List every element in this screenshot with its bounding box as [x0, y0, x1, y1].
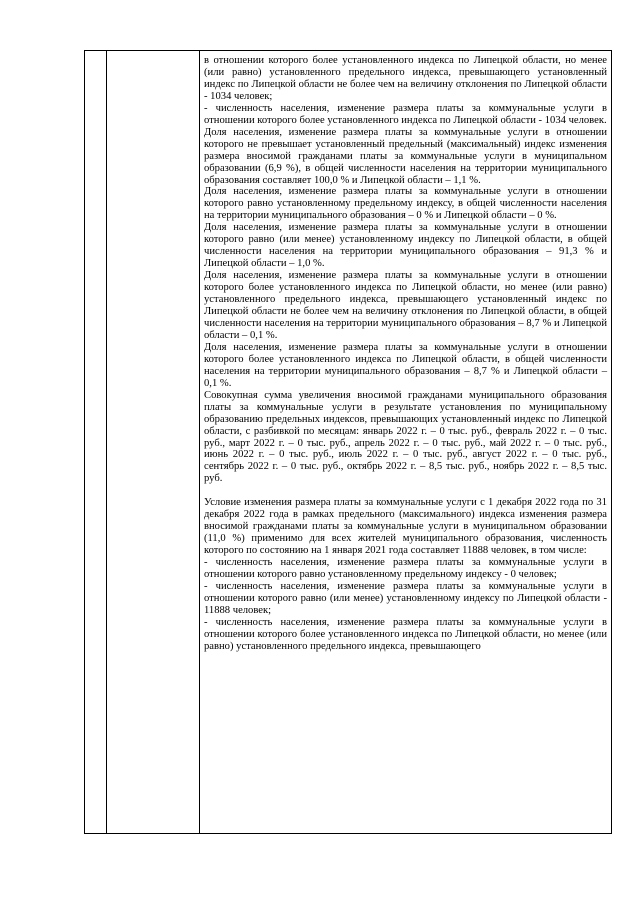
paragraph: Доля населения, изменение размера платы за коммунальные услуги в отношении которого равно (или менее) установленному индексу по Липецкой области, в общей численности населения на территории муниципального образования – 91,3 % и Липецкой области – 1,0 %.	[204, 222, 607, 270]
paragraph: Совокупная сумма увеличения вносимой гражданами муниципального образования платы за коммунальные услуги в результате установления по муниципальному образованию предельных индексов, превышающих установленный индекс по Липецкой области, с разбивкой по месяцам: январь 2022 г. – 0 тыс. руб., февраль 2022 г. – 0 тыс. руб., март 2022 г. – 0 тыс. руб., апрель 2022 г. – 0 тыс. руб., май 2022 г. – 0 тыс. руб., июнь 2022 г. – 0 тыс. руб., июль 2022 г. – 0 тыс. руб., август 2022 г. – 0 тыс. руб., сентябрь 2022 г. – 0 тыс. руб., октябрь 2022 г. – 8,5 тыс. руб., ноябрь 2022 г. – 8,5 тыс. руб.	[204, 389, 607, 485]
paragraph: - численность населения, изменение размера платы за коммунальные услуги в отношении которого более установленного индекса по Липецкой области, но менее (или равно) установленного предельного индекса, превышающего	[204, 616, 607, 652]
document-table	[84, 50, 612, 834]
paragraph: Доля населения, изменение размера платы за коммунальные услуги в отношении которого более установленного индекса по Липецкой области, в общей численности населения на территории муниципального образования – 8,7 % и Липецкой области – 0,1 %.	[204, 341, 607, 389]
paragraph: Условие изменения размера платы за коммунальные услуги с 1 декабря 2022 года по 31 декабря 2022 года в рамках предельного (максимального) индекса изменения размера вносимой гражданами платы за коммунальные услуги в муниципальном образовании (11,0 %) применимо для всех жителей муниципального образования, численность которого по состоянию на 1 января 2021 года составляет 11888 человек, в том числе:	[204, 497, 607, 557]
table-column-divider	[199, 51, 200, 833]
paragraph: - численность населения, изменение размера платы за коммунальные услуги в отношении которого более установленного индекса по Липецкой области - 1034 человек.	[204, 102, 607, 126]
paragraph: в отношении которого более установленного индекса по Липецкой области, но менее (или равно) установленного предельного индекса, превышающего установленный индекс по Липецкой области не более чем на величину отклонения по Липецкой области - 1034 человек;	[204, 55, 607, 102]
paragraph: - численность населения, изменение размера платы за коммунальные услуги в отношении которого равно (или менее) установленному индексу по Липецкой области - 11888 человек;	[204, 580, 607, 616]
paragraph: Доля населения, изменение размера платы за коммунальные услуги в отношении которого равно установленному предельному индексу, в общей численности населения на территории муниципального образования – 0 % и Липецкой области – 0 %.	[204, 186, 607, 222]
paragraph: - численность населения, изменение размера платы за коммунальные услуги в отношении которого равно установленному предельному индексу - 0 человек;	[204, 557, 607, 581]
table-text-cell	[204, 55, 607, 653]
paragraph: Доля населения, изменение размера платы за коммунальные услуги в отношении которого более установленного индекса по Липецкой области, но менее (или равно) установленного предельного индекса, превышающего установленный индекс по Липецкой области не более чем на величину отклонения по Липецкой области, в общей численности населения на территории муниципального образования – 8,7 % и Липецкой области – 0,1 %.	[204, 270, 607, 341]
paragraph: Доля населения, изменение размера платы за коммунальные услуги в отношении которого не превышает установленный предельный (максимальный) индекс изменения размера вносимой гражданами платы за коммунальные услуги в муниципальном образовании (6,9 %), в общей численности населения на территории муниципального образования составляет 100,0 % и Липецкой области – 1,1 %.	[204, 126, 607, 186]
table-column-divider	[106, 51, 107, 833]
